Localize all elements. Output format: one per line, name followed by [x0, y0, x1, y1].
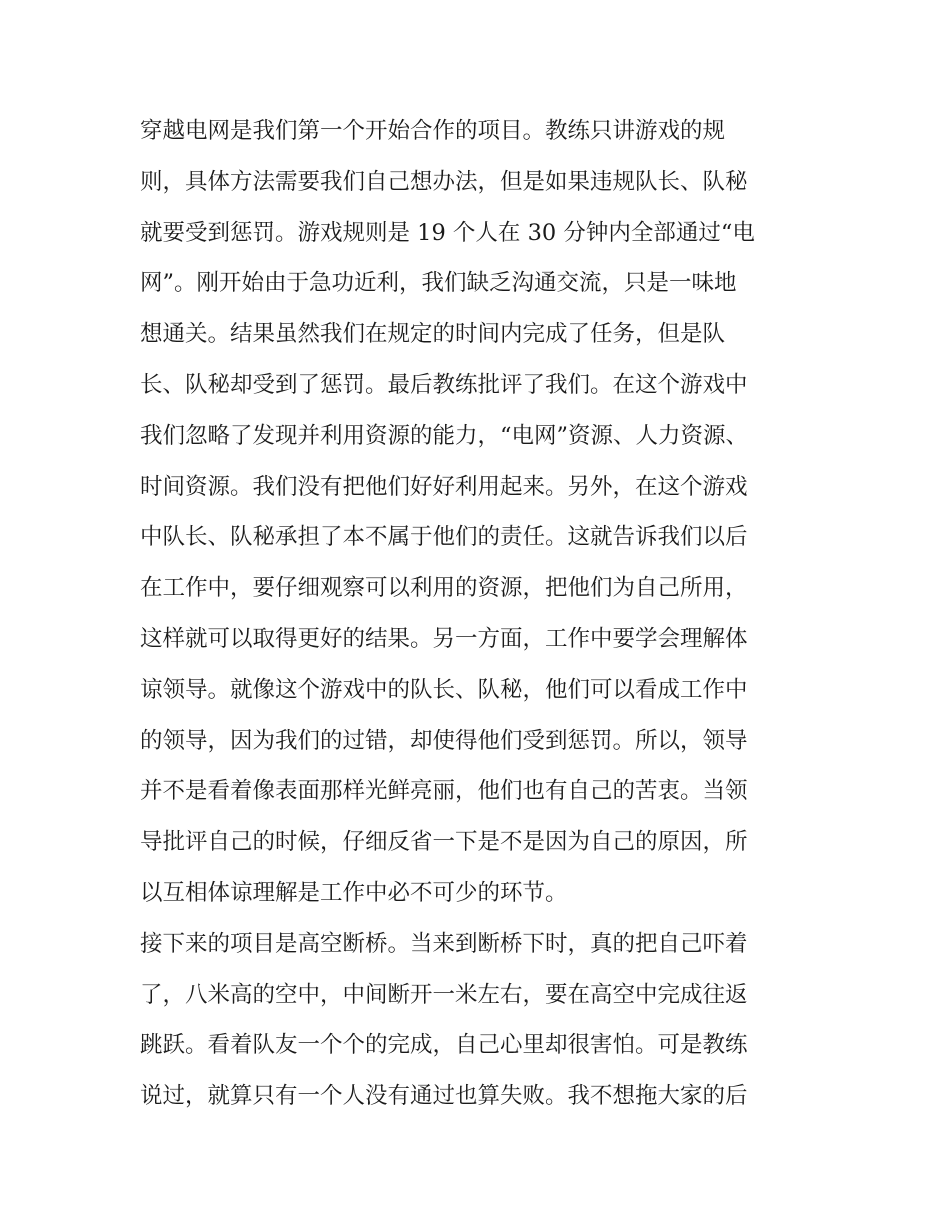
- text-line: 的领导，因为我们的过错，却使得他们受到惩罚。所以，领导: [140, 727, 748, 754]
- text-line: 我们忽略了发现并利用资源的能力，“电网”资源、人力资源、: [140, 422, 749, 449]
- text-line: 导批评自己的时候，仔细反省一下是不是因为自己的原因，所: [140, 829, 748, 856]
- text-line: 这样就可以取得更好的结果。另一方面，工作中要学会理解体: [140, 625, 748, 652]
- body-text: [140, 106, 820, 1122]
- text-line: 并不是看着像表面那样光鲜亮丽，他们也有自己的苦衷。当领: [140, 778, 748, 805]
- text-line: 则，具体方法需要我们自己想办法，但是如果违规队长、队秘: [140, 168, 748, 195]
- text-line: 想通关。结果虽然我们在规定的时间内完成了任务，但是队: [140, 321, 726, 348]
- text-line: 穿越电网是我们第一个开始合作的项目。教练只讲游戏的规: [140, 118, 726, 144]
- text-line: 中队长、队秘承担了本不属于他们的责任。这就告诉我们以后: [140, 524, 748, 551]
- text-line: 在工作中，要仔细观察可以利用的资源，把他们为自己所用，: [140, 575, 748, 602]
- text-line: 接下来的项目是高空断桥。当来到断桥下时，真的把自己吓着: [140, 930, 748, 957]
- text-line: 跳跃。看着队友一个个的完成，自己心里却很害怕。可是教练: [140, 1032, 748, 1059]
- text-line: 了，八米高的空中，中间断开一米左右，要在高空中完成往返: [140, 981, 748, 1008]
- text-line: 谅领导。就像这个游戏中的队长、队秘，他们可以看成工作中: [140, 676, 748, 703]
- text-line: 以互相体谅理解是工作中必不可少的环节。: [140, 879, 568, 906]
- text-line: 就要受到惩罚。游戏规则是 19 个人在 30 分钟内全部通过“电: [140, 219, 755, 246]
- text-line: 长、队秘却受到了惩罚。最后教练批评了我们。在这个游戏中: [140, 371, 748, 398]
- text-line: 说过，就算只有一个人没有通过也算失败。我不想拖大家的后: [140, 1083, 748, 1110]
- text-line: 时间资源。我们没有把他们好好利用起来。另外，在这个游戏: [140, 473, 748, 500]
- text-line: 网”。刚开始由于急功近利，我们缺乏沟通交流，只是一味地: [140, 270, 737, 297]
